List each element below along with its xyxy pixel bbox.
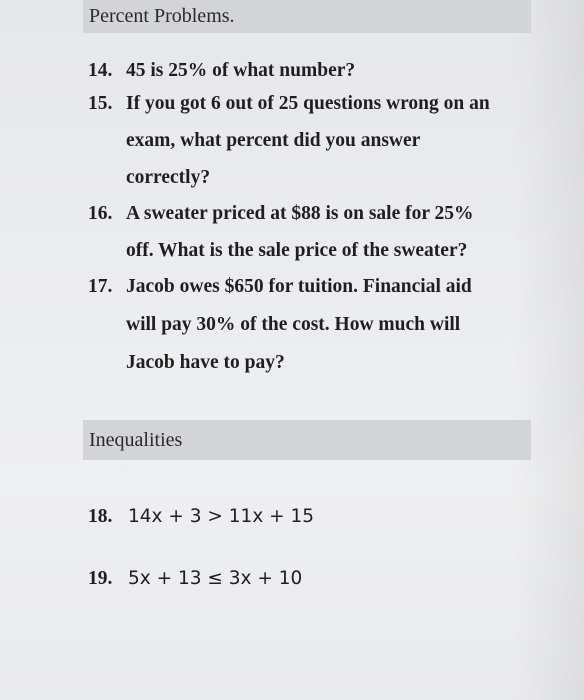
- inequality-expression: 5x + 13 ≤ 3x + 10: [128, 568, 303, 589]
- problem-text-line: Jacob have to pay?: [126, 352, 285, 373]
- problem-number: 16.: [88, 203, 113, 224]
- problem-text-line: 45 is 25% of what number?: [126, 60, 356, 81]
- section-header-inequalities: [83, 420, 531, 460]
- problem-number: 17.: [88, 276, 113, 297]
- problem-number: 15.: [88, 93, 113, 114]
- section-title: Inequalities: [89, 429, 183, 451]
- problem-text-line: correctly?: [126, 167, 211, 188]
- problem-text-line: exam, what percent did you answer: [126, 130, 421, 151]
- section-title: Percent Problems.: [89, 5, 235, 27]
- problem-text-line: A sweater priced at $88 is on sale for 25%: [126, 203, 474, 224]
- problem-number: 19.: [88, 568, 113, 589]
- problem-text-line: Jacob owes $650 for tuition. Financial aid: [126, 276, 472, 297]
- problem-text-line: off. What is the sale price of the sweater?: [126, 240, 468, 261]
- page-shadow: [514, 0, 584, 700]
- problem-text-line: will pay 30% of the cost. How much will: [126, 314, 461, 335]
- problem-text-line: If you got 6 out of 25 questions wrong on an: [126, 93, 490, 114]
- section-header-percent-problems: [83, 0, 531, 33]
- inequality-expression: 14x + 3 > 11x + 15: [128, 506, 315, 527]
- problem-number: 18.: [88, 506, 113, 527]
- problem-number: 14.: [88, 60, 113, 81]
